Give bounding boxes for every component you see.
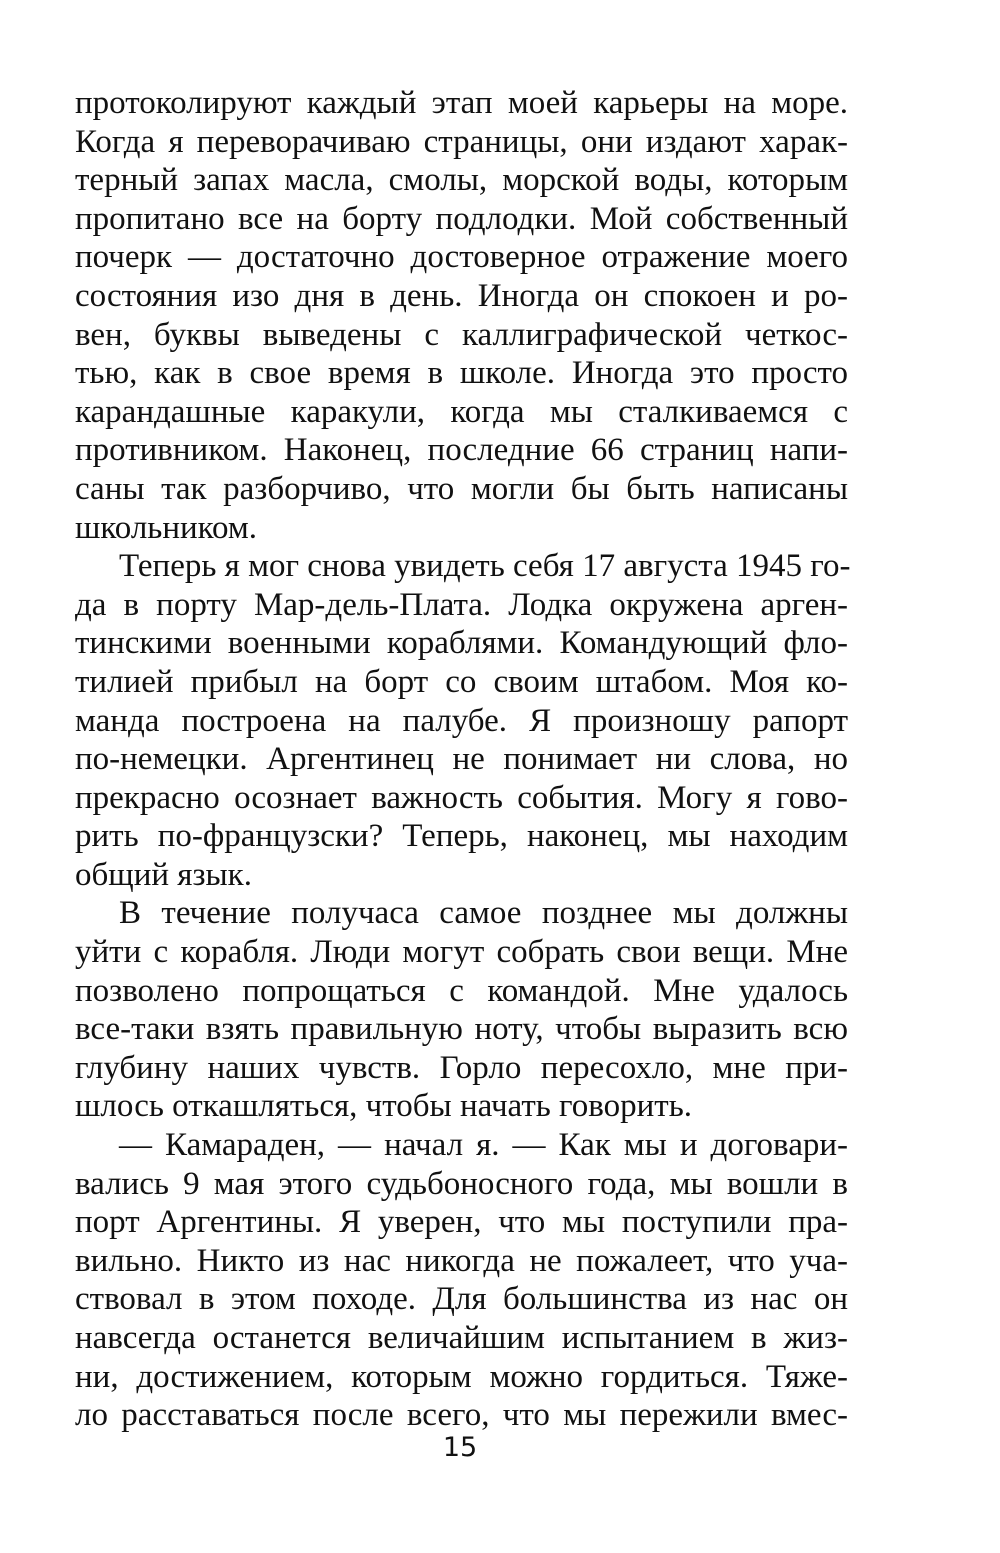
text-line: пропитано все на борту подлодки. Мой собственный — [75, 200, 848, 237]
text-line: все-таки взять правильную ноту, чтобы выразить всю — [75, 1011, 848, 1048]
page-number: 15 — [442, 1432, 478, 1463]
text-line: позволено попрощаться с командой. Мне удалось — [75, 972, 848, 1009]
text-line: по-немецки. Аргентинец не понимает ни слова, но — [75, 741, 848, 778]
text-line: тилией прибыл на борт со своим штабом. Моя ко- — [75, 663, 848, 700]
text-line: общий язык. — [75, 856, 252, 893]
text-line: почерк — достаточно достоверное отражение моего — [75, 239, 848, 276]
text-line: состояния изо дня в день. Иногда он спокоен и ро- — [75, 277, 848, 314]
text-line: шлось откашляться, чтобы начать говорить. — [75, 1088, 693, 1125]
text-line: глубину наших чувств. Горло пересохло, мне при- — [75, 1049, 848, 1086]
text-line: школьником. — [75, 509, 258, 546]
text-line: рить по-французски? Теперь, наконец, мы находим — [75, 818, 848, 855]
text-line: ствовал в этом походе. Для большинства из нас он — [75, 1281, 848, 1318]
text-line: вен, буквы выведены с каллиграфической четкос- — [75, 316, 848, 353]
text-line: — Камараден, — начал я. — Как мы и договари- — [119, 1127, 848, 1164]
body-text — [75, 84, 851, 1435]
text-line: ни, достижением, которым можно гордиться. Тяже- — [75, 1358, 848, 1395]
text-line: навсегда останется величайшим испытанием в жиз- — [75, 1320, 848, 1356]
text-line: вильно. Никто из нас никогда не пожалеет, что уча- — [75, 1242, 848, 1279]
text-line: прекрасно осознает важность события. Могу я гово- — [75, 779, 848, 816]
text-line: вались 9 мая этого судьбоносного года, мы вошли в — [75, 1165, 848, 1202]
text-line: протоколируют каждый этап моей карьеры на море. — [75, 85, 848, 121]
text-line: саны так разборчиво, что могли бы быть написаны — [75, 470, 848, 507]
text-line: тью, как в свое время в школе. Иногда это просто — [75, 355, 848, 392]
text-line: ло расставаться после всего, что мы пережили вмес- — [75, 1397, 848, 1434]
text-line: карандашные каракули, когда мы сталкиваемся с — [75, 393, 848, 430]
text-line: да в порту Мар-дель-Плата. Лодка окружена арген- — [75, 586, 848, 623]
text-line: В течение получаса самое позднее мы должны — [119, 895, 848, 932]
text-line: противником. Наконец, последние 66 страниц напи- — [75, 432, 848, 469]
text-line: порт Аргентины. Я уверен, что мы поступили пра- — [75, 1204, 848, 1241]
text-line: манда построена на палубе. Я произношу рапорт — [75, 702, 848, 739]
text-line: Теперь я мог снова увидеть себя 17 августа 1945 го- — [119, 548, 851, 585]
text-line: терный запах масла, смолы, морской воды, которым — [75, 162, 848, 199]
text-line: тинскими военными кораблями. Командующий фло- — [75, 625, 848, 662]
text-line: Когда я переворачиваю страницы, они издают харак- — [75, 123, 848, 160]
text-line: уйти с корабля. Люди могут собрать свои вещи. Мне — [75, 934, 848, 971]
